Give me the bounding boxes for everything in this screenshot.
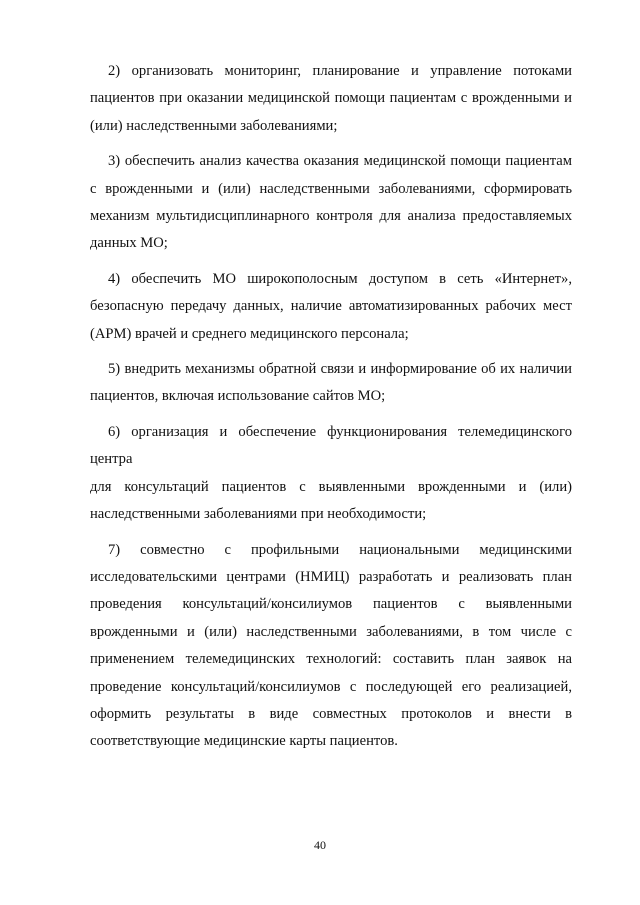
page-number: 40: [314, 838, 326, 852]
paragraph-item-2: 2) организовать мониторинг, планирование и управление потоками пациентов при оказании медицинской помощи пациентам с врожденными и (или) наследственными заболеваниями;: [90, 63, 572, 134]
paragraph-item-6: 6) организация и обеспечение функционирования телемедицинского центра: [90, 423, 572, 468]
paragraph-item-4: 4) обеспечить МО широкополосным доступом в сеть «Интернет», безопасную передачу данных, наличие автоматизированных рабочих мест (АРМ) врачей и среднего медицинского персонала;: [90, 270, 572, 342]
paragraph-item-6-continuation: для консультаций пациентов с выявленными врожденными и (или) наследственными заболеваниями при необходимости;: [90, 478, 572, 523]
document-body: [90, 58, 572, 764]
paragraph-item-3: 3) обеспечить анализ качества оказания медицинской помощи пациентам с врожденными и (или) наследственными заболеваниями, сформировать механизм мультидисциплинарного контроля для анализа предоставляемых данных МО;: [90, 153, 572, 252]
paragraph-item-7: 7) совместно с профильными национальными медицинскими исследовательскими центрами (НМИЦ) разработать и реализовать план проведения консультаций/консилиумов пациентов с выявленными врожденными и (или) наследственными заболеваниями, в том числе с применением телемедицинских технологий: составить план заявок на проведение консультаций/консилиумов с последующей его реализацией, оформить результаты в виде совместных протоколов и внести в соответствующие медицинские карты пациентов.: [90, 541, 572, 750]
paragraph-item-5: 5) внедрить механизмы обратной связи и информирование об их наличии пациентов, включая использование сайтов МО;: [90, 361, 572, 405]
